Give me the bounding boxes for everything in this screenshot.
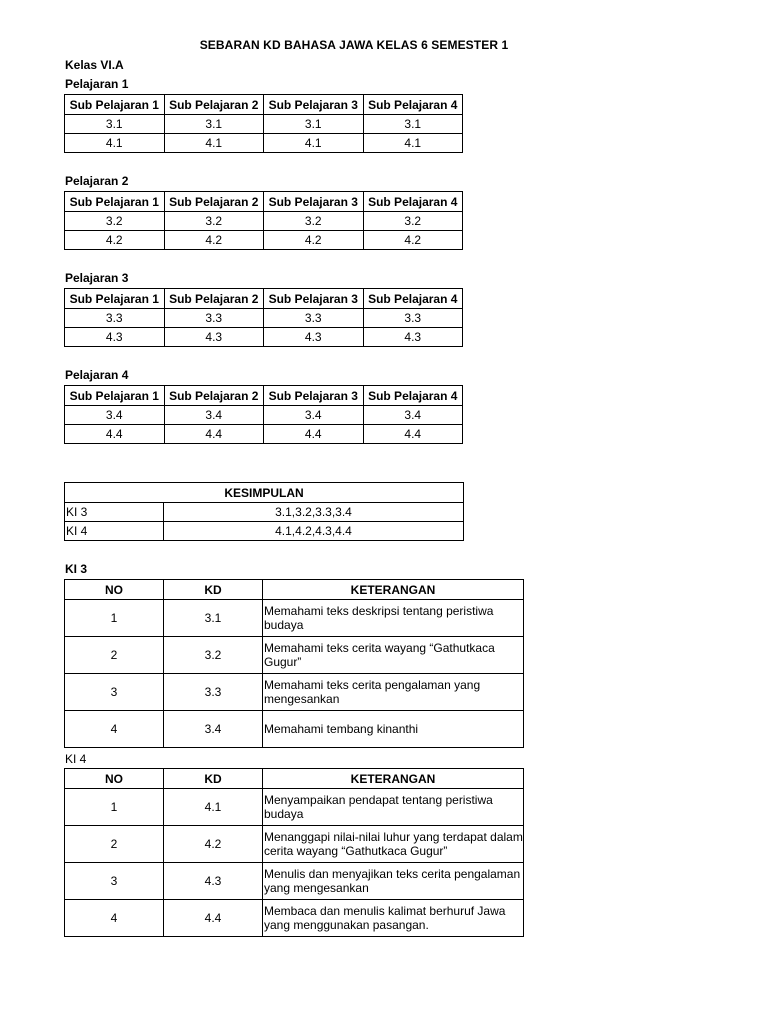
table-cell: 3.1 (65, 115, 165, 134)
table-header: Sub Pelajaran 4 (363, 95, 463, 115)
table-cell: 3 (65, 674, 164, 711)
table-row (65, 425, 463, 444)
table-cell: Memahami tembang kinanthi (263, 711, 524, 748)
table-header: NO (65, 769, 164, 789)
table-row (65, 826, 524, 863)
kesimpulan-table (64, 482, 464, 541)
table-cell: 4.3 (65, 328, 165, 347)
table-row (65, 600, 524, 637)
table-cell: 4 (65, 711, 164, 748)
table-header: Sub Pelajaran 4 (363, 192, 463, 212)
table-header: KETERANGAN (263, 580, 524, 600)
table-row (65, 406, 463, 425)
lesson-2-label: Pelajaran 2 (65, 174, 129, 188)
table-cell: 4.1 (363, 134, 463, 153)
table-header: KETERANGAN (263, 769, 524, 789)
table-header: Sub Pelajaran 2 (164, 386, 264, 406)
table-cell: Menyampaikan pendapat tentang peristiwa budaya (263, 789, 524, 826)
table-row (65, 711, 524, 748)
table-row (65, 863, 524, 900)
table-cell: 3.4 (363, 406, 463, 425)
table-cell: 3.3 (363, 309, 463, 328)
table-cell: 3.1 (164, 115, 264, 134)
table-cell: 4.4 (363, 425, 463, 444)
kesimpulan-header: KESIMPULAN (65, 483, 464, 503)
table-row (65, 328, 463, 347)
table-header: KD (164, 769, 263, 789)
table-header: Sub Pelajaran 4 (363, 289, 463, 309)
lesson-4-label: Pelajaran 4 (65, 368, 129, 382)
lesson-4-table (64, 385, 463, 444)
table-cell: 3.1 (264, 115, 364, 134)
ki4-label: KI 4 (65, 752, 87, 766)
table-cell: 4.2 (65, 231, 165, 250)
table-row (65, 637, 524, 674)
table-header: Sub Pelajaran 3 (264, 95, 364, 115)
table-cell: 4 (65, 900, 164, 937)
document-title: SEBARAN KD BAHASA JAWA KELAS 6 SEMESTER 1 (199, 38, 509, 52)
table-header: Sub Pelajaran 1 (65, 95, 165, 115)
table-cell: 4.2 (264, 231, 364, 250)
table-cell: 4.4 (264, 425, 364, 444)
table-cell: 4.3 (164, 863, 263, 900)
table-cell: 3.2 (363, 212, 463, 231)
table-header: Sub Pelajaran 2 (164, 192, 264, 212)
table-row (65, 503, 464, 522)
table-cell: 3.4 (264, 406, 364, 425)
table-cell: KI 4 (65, 522, 164, 541)
ki4-table (64, 768, 524, 937)
table-cell: 4.2 (164, 826, 263, 863)
table-cell: 3.2 (164, 212, 264, 231)
table-row (65, 212, 463, 231)
lesson-3-label: Pelajaran 3 (65, 271, 129, 285)
table-cell: 4.1 (164, 789, 263, 826)
table-header: Sub Pelajaran 3 (264, 289, 364, 309)
table-cell: Menanggapi nilai-nilai luhur yang terdapat dalam cerita wayang “Gathutkaca Gugur” (263, 826, 524, 863)
table-cell: 2 (65, 826, 164, 863)
table-cell: 4.4 (164, 425, 264, 444)
table-cell: 4.4 (65, 425, 165, 444)
table-cell: 1 (65, 789, 164, 826)
table-cell: 4.2 (164, 231, 264, 250)
table-cell: 4.3 (264, 328, 364, 347)
table-row (65, 900, 524, 937)
table-cell: 3.2 (164, 637, 263, 674)
table-cell: 3.1,3.2,3.3,3.4 (164, 503, 464, 522)
table-cell: 3.2 (264, 212, 364, 231)
table-row (65, 789, 524, 826)
table-header: Sub Pelajaran 2 (164, 95, 264, 115)
table-cell: 4.1 (264, 134, 364, 153)
table-cell: KI 3 (65, 503, 164, 522)
table-cell: 4.3 (164, 328, 264, 347)
table-cell: 3.1 (164, 600, 263, 637)
table-header: NO (65, 580, 164, 600)
lesson-1-label: Pelajaran 1 (65, 77, 129, 91)
table-row (65, 674, 524, 711)
table-row (65, 134, 463, 153)
table-cell: Memahami teks deskripsi tentang peristiwa budaya (263, 600, 524, 637)
ki3-label: KI 3 (65, 562, 88, 576)
table-header: KD (164, 580, 263, 600)
table-cell: 3.4 (164, 711, 263, 748)
table-header: Sub Pelajaran 1 (65, 289, 165, 309)
table-cell: 3.2 (65, 212, 165, 231)
table-cell: Menulis dan menyajikan teks cerita pengalaman yang mengesankan (263, 863, 524, 900)
table-cell: 4.1 (65, 134, 165, 153)
table-cell: 3.1 (363, 115, 463, 134)
table-cell: 4.1 (164, 134, 264, 153)
ki3-table (64, 579, 524, 748)
lesson-2-table (64, 191, 463, 250)
table-cell: 4.4 (164, 900, 263, 937)
table-row (65, 231, 463, 250)
table-cell: 3.3 (65, 309, 165, 328)
table-cell: 3.4 (164, 406, 264, 425)
table-cell: 3.3 (164, 674, 263, 711)
kelas-label: Kelas VI.A (65, 58, 124, 72)
table-row (65, 309, 463, 328)
table-header: Sub Pelajaran 1 (65, 386, 165, 406)
table-header: Sub Pelajaran 3 (264, 386, 364, 406)
table-header: Sub Pelajaran 3 (264, 192, 364, 212)
table-cell: 4.3 (363, 328, 463, 347)
table-row (65, 115, 463, 134)
table-header: Sub Pelajaran 1 (65, 192, 165, 212)
table-header: Sub Pelajaran 4 (363, 386, 463, 406)
table-header: Sub Pelajaran 2 (164, 289, 264, 309)
table-cell: 3.3 (164, 309, 264, 328)
table-cell: 1 (65, 600, 164, 637)
table-cell: 2 (65, 637, 164, 674)
table-cell: Memahami teks cerita pengalaman yang mengesankan (263, 674, 524, 711)
table-cell: 3.4 (65, 406, 165, 425)
table-cell: 4.2 (363, 231, 463, 250)
table-cell: Membaca dan menulis kalimat berhuruf Jawa yang menggunakan pasangan. (263, 900, 524, 937)
table-cell: Memahami teks cerita wayang “Gathutkaca Gugur” (263, 637, 524, 674)
lesson-1-table (64, 94, 463, 153)
table-cell: 4.1,4.2,4.3,4.4 (164, 522, 464, 541)
table-cell: 3 (65, 863, 164, 900)
table-row (65, 522, 464, 541)
table-cell: 3.3 (264, 309, 364, 328)
lesson-3-table (64, 288, 463, 347)
